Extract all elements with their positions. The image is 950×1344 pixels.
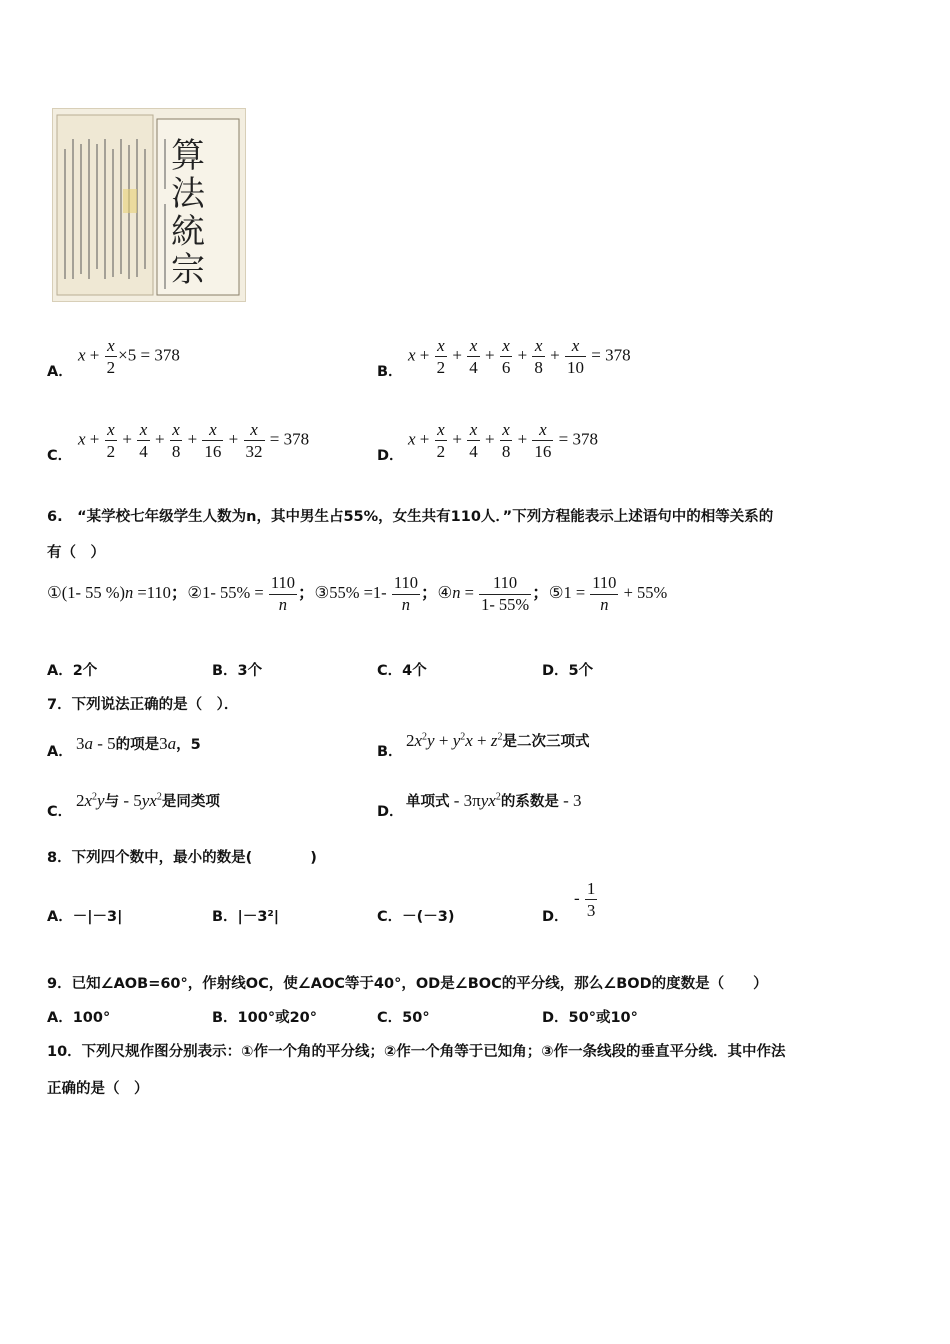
q8-option-a: A．－|－3|: [47, 909, 123, 925]
q8-stem: 8．下列四个数中，最小的数是( ): [47, 850, 317, 866]
book-cover-illustration: [53, 109, 245, 301]
q9-option-c: C．50°: [377, 1010, 430, 1026]
q5-option-d-equation: x + $\frac{x}{2}$ + $\frac{x}{4}$ + $\frac{x}{8}$ + $\frac{x}{16}$ = 378: [408, 420, 599, 461]
q8-option-c: C．－(－3): [377, 909, 455, 925]
q7-option-a: 3a - 5的项是3a，5: [76, 734, 201, 753]
q8-option-d-label: D．: [542, 909, 569, 925]
q5-option-b-equation: x + $\frac{x}{2}$ + $\frac{x}{4}$ + $\frac{x}{6}$ + $\frac{x}{8}$ + $\frac{x}{10}$ = 378: [408, 336, 631, 377]
q9-stem: 9．已知∠AOB=60°，作射线OC，使∠AOC等于40°，OD是∠BOC的平分线，那么∠BOD的度数是（ ）: [47, 976, 768, 992]
q10-stem-line1: 10．下列尺规作图分别表示：①作一个角的平分线；②作一个角等于已知角；③作一条线段的垂直平分线．其中作法: [47, 1044, 786, 1060]
q6-stem-line2: 有（ ）: [47, 545, 105, 561]
q5-option-c-equation: x + $\frac{x}{2}$ + $\frac{x}{4}$ + $\frac{x}{8}$ + $\frac{x}{16}$ + $\frac{x}{32}$ = 378: [78, 420, 310, 461]
q6-equations-row: ①(1- 55 %)n =110；②1- 55% = $\frac{110}{n}$ ；③55% =1- $\frac{110}{n}$ ；④n = $\frac{110}{1- 55\%}$ ；⑤1 = $\frac{110}{n}$ + 55%: [47, 573, 668, 614]
q8-option-d-fraction: - $\frac{1}{3}$: [574, 879, 596, 920]
q7-option-d: 单项式 - 3πyx$^2$的系数是 - 3: [406, 791, 582, 810]
q6-option-d: D．5个: [542, 663, 594, 679]
q6-option-a: A．2个: [47, 663, 98, 679]
q7-option-a-label: A．: [47, 744, 73, 760]
q6-item-3: ③55% =1- $\frac{110}{n}$: [314, 573, 418, 614]
q8-option-b: B．|－3²|: [212, 909, 280, 925]
q5-option-a-label: A．: [47, 364, 73, 380]
q6-item-5: ⑤1 = $\frac{110}{n}$ + 55%: [548, 573, 668, 614]
q6-option-b: B．3个: [212, 663, 263, 679]
q6-item-4: ④n = $\frac{110}{1- 55\%}$: [437, 573, 530, 614]
q9-option-d: D．50°或10°: [542, 1010, 638, 1026]
q5-option-b-label: B．: [377, 364, 403, 380]
q6-option-c: C．4个: [377, 663, 427, 679]
q7-option-b: $2x^2y + y^2x + z^2$是二次三项式: [406, 731, 590, 750]
book-cover-figure: [52, 108, 246, 302]
q6-stem-line1: 6. “某学校七年级学生人数为n，其中男生占55%，女生共有110人．”下列方程能表示上述语句中的相等关系的: [47, 509, 774, 525]
q9-option-a: A．100°: [47, 1010, 111, 1026]
q7-option-c: $2x^2y$与 - $5yx^2$是同类项: [76, 791, 220, 810]
q7-option-b-label: B．: [377, 744, 403, 760]
q6-item-1: ①(1- 55 %)n =110: [47, 582, 171, 602]
q5-option-c-label: C．: [47, 448, 73, 464]
q5-option-d-label: D．: [377, 448, 404, 464]
q5-option-a-equation: x + $\frac{x}{2}$ ×5 = 378: [78, 336, 180, 377]
q7-stem: 7．下列说法正确的是（ ）．: [47, 697, 239, 713]
book-title: 算法統宗: [171, 136, 205, 290]
q6-item-2: ②1- 55% = $\frac{110}{n}$: [187, 573, 295, 614]
q9-option-b: B．100°或20°: [212, 1010, 317, 1026]
q10-stem-line2: 正确的是（ ）: [47, 1081, 149, 1097]
q7-option-d-label: D．: [377, 804, 404, 820]
q7-option-c-label: C．: [47, 804, 73, 820]
